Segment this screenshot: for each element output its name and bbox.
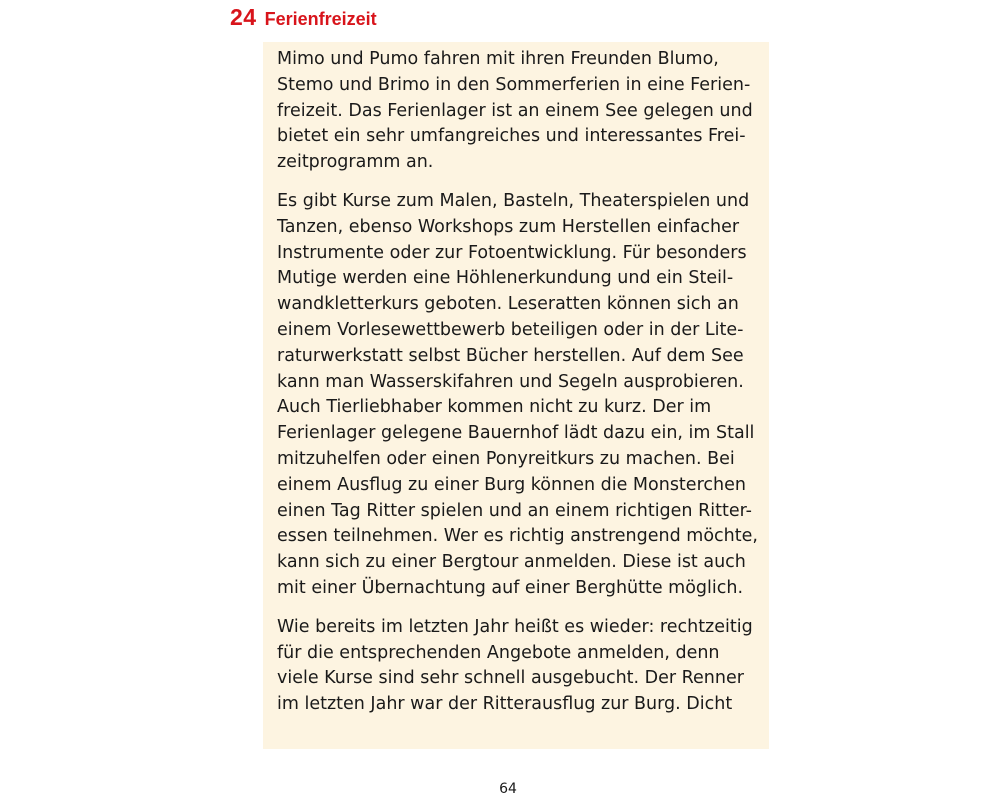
text-line: Mutige werden eine Höhlenerkundung und ein Steil- bbox=[277, 268, 734, 289]
text-line: einem Ausflug zu einer Burg können die Monsterchen bbox=[277, 474, 746, 495]
text-line: kann man Wasserskifahren und Segeln ausprobieren. bbox=[277, 371, 744, 392]
text-line: viele Kurse sind sehr schnell ausgebucht. Der Renner bbox=[277, 668, 744, 689]
text-line: Wie bereits im letzten Jahr heißt es wieder: rechtzeitig bbox=[277, 616, 753, 637]
story-text-box bbox=[263, 42, 769, 749]
chapter-heading bbox=[230, 4, 377, 31]
paragraph-3 bbox=[277, 615, 759, 718]
text-line: einem Vorlesewettbewerb beteiligen oder in der Lite- bbox=[277, 319, 744, 340]
text-line: Es gibt Kurse zum Malen, Basteln, Theaterspielen und bbox=[277, 190, 750, 211]
text-line: Ferienlager gelegene Bauernhof lädt dazu ein, im Stall bbox=[277, 423, 755, 444]
text-line: Tanzen, ebenso Workshops zum Herstellen einfacher bbox=[277, 216, 740, 237]
text-line: Mimo und Pumo fahren mit ihren Freunden Blumo, bbox=[277, 49, 719, 69]
text-line: wandkletterkurs geboten. Leseratten können sich an bbox=[277, 294, 739, 315]
text-line: mitzuhelfen oder einen Ponyreitkurs zu machen. Bei bbox=[277, 448, 735, 469]
text-line: Instrumente oder zur Fotoentwicklung. Für besonders bbox=[277, 242, 747, 263]
text-line: im letzten Jahr war der Ritterausflug zur Burg. Dicht bbox=[277, 694, 733, 715]
text-line: mit einer Übernachtung auf einer Berghütte möglich. bbox=[277, 577, 744, 598]
chapter-number: 24 bbox=[230, 4, 257, 30]
chapter-title: Ferienfreizeit bbox=[264, 9, 377, 29]
text-line: essen teilnehmen. Wer es richtig anstrengend möchte, bbox=[277, 526, 758, 547]
text-line: raturwerkstatt selbst Bücher herstellen. Auf dem See bbox=[277, 345, 744, 366]
text-line: kann sich zu einer Bergtour anmelden. Diese ist auch bbox=[277, 552, 746, 573]
text-line: bietet ein sehr umfangreiches und interessantes Frei- bbox=[277, 126, 746, 147]
text-line: einen Tag Ritter spielen und an einem richtigen Ritter- bbox=[277, 500, 752, 521]
text-line: zeitprogramm an. bbox=[277, 152, 434, 173]
paragraph-2 bbox=[277, 189, 759, 602]
page-number: 64 bbox=[499, 781, 517, 797]
text-line: Stemo und Brimo in den Sommerferien in eine Ferien- bbox=[277, 74, 751, 95]
paragraph-1 bbox=[277, 47, 759, 176]
text-line: Auch Tierliebhaber kommen nicht zu kurz. Der im bbox=[277, 397, 712, 418]
text-line: freizeit. Das Ferienlager ist an einem See gelegen und bbox=[277, 100, 753, 121]
text-line: für die entsprechenden Angebote anmelden, denn bbox=[277, 642, 720, 663]
